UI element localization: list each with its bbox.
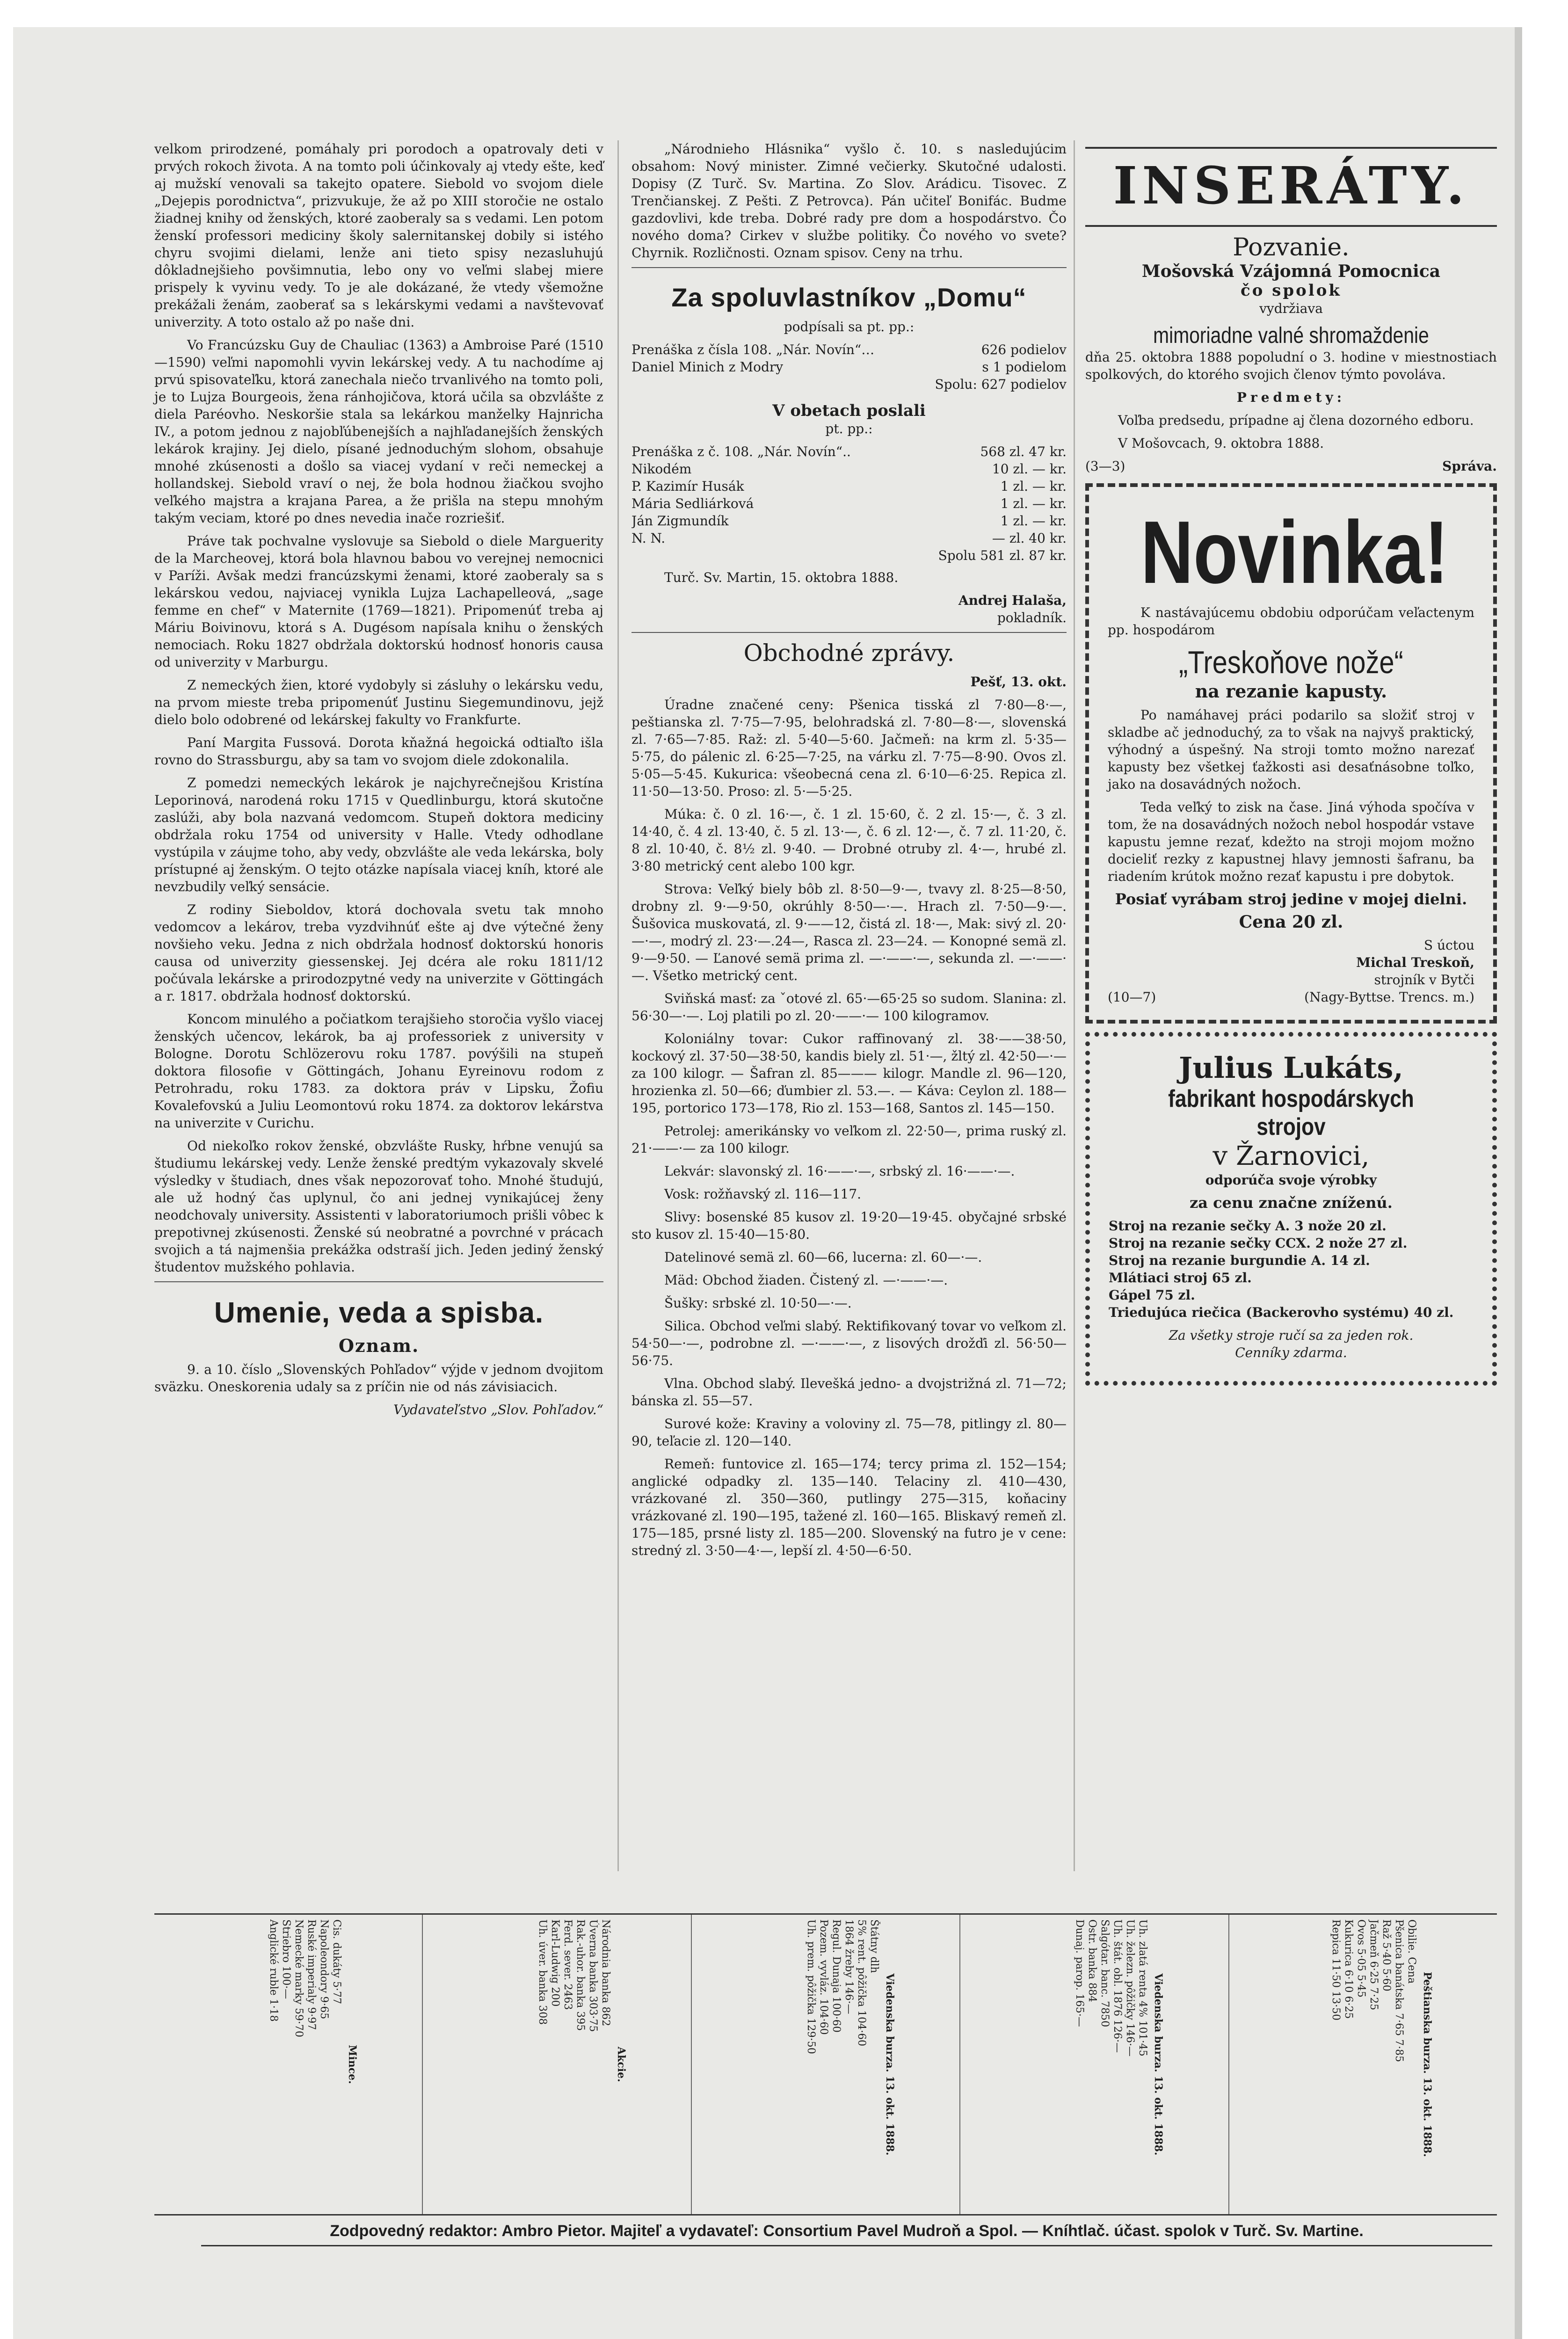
lukats-offer: odporúča svoje výrobky bbox=[1205, 1172, 1377, 1188]
lukats-item: Gápel 75 zl. bbox=[1109, 1287, 1195, 1303]
obetach-name: Mária Sedliárková bbox=[632, 496, 754, 511]
zpravy-paragraph: Mäd: Obchod žiaden. Čistený zl. —·——·—. bbox=[664, 1272, 948, 1288]
novinka-ad bbox=[1085, 483, 1497, 1024]
market-table-row: Uh. štát. obl. 1876 126·— bbox=[1111, 1919, 1124, 2053]
obetach-line bbox=[632, 478, 1067, 495]
obetach-value: 1 zl. — kr. bbox=[1000, 513, 1067, 529]
lukats-item: Stroj na rezanie sečky CCX. 2 nože 27 zl. bbox=[1109, 1235, 1408, 1251]
divider bbox=[154, 1281, 603, 1282]
zpravy-paragraph: Múka: č. 0 zl. 16·—, č. 1 zl. 15·60, č. 2 zl. 15·—, č. 3 zl. 14·40, č. 4 zl. 13·40, č. 5 zl. 13·—, č. 6 zl. 12·—, č. 7 zl. 11·20, č. 8 zl. 10·40, č. 8½ zl. 9·40. — Drobné otruby zl. 4·—, hrubé zl. 3·80 metrický cent alebo 100 kgr. bbox=[632, 806, 1067, 874]
novinka-sign-role: strojník v Bytči bbox=[1374, 972, 1474, 988]
column-1 bbox=[154, 140, 603, 1424]
zpravy-paragraph: Slivy: bosenské 85 kusov zl. 19·20—19·45. obyčajné srbské sto kusov zl. 15·40—15·80. bbox=[632, 1209, 1067, 1242]
pozvanie-signature: Správa. bbox=[1442, 458, 1497, 474]
market-table-title: Akcie. bbox=[615, 2047, 627, 2082]
obetach-line bbox=[632, 512, 1067, 530]
market-table-row: Striebro 100·— bbox=[280, 1919, 292, 1999]
market-table-row: 5% rent. pôžička 104·60 bbox=[856, 1919, 868, 2047]
obetach-value: 1 zl. — kr. bbox=[1000, 496, 1067, 511]
pozvanie-org: Mošovská Vzájomná Pomocnica bbox=[1141, 262, 1441, 281]
market-table-row: Cis. dukáty 5·77 bbox=[331, 1919, 343, 2005]
article-paragraph: Z rodiny Sieboldov, ktorá dochovala svetu tak mnoho vedomcov a lekárov, treba vyzdvihnúť ešte aj dve výtečné ženy novšieho veku. Jedna z nich obdržala hodnosť doktorskú honoris causa od univerzity giessenskej. Jej dcéra ale roku 1811/12 počúvala lekárske a prirodozpytné vedy na univerzite v Göttingách a r. 1817. obdržala hodnosť doktorskú. bbox=[154, 902, 603, 1004]
pozvanie-predmety-text: Voľba predsedu, prípadne aj člena dozorného edboru. bbox=[1118, 413, 1474, 428]
lukats-item: Triedujúca riečica (Backerovho systému) 40 zl. bbox=[1109, 1305, 1454, 1320]
zpravy-paragraph: Koloniálny tovar: Cukor raffinovaný zl. 38·——38·50, kockový zl. 37·50—38·50, kandis biely zl. 51·—, žltý zl. 42·50—·— za 100 kilogr. — Šafran zl. 85——— kilogr. Mandle zl. 96—120, hrozienka zl. 50—66; ďumbier zl. 53.—. — Káva: Ceylon zl. 188—195, portorico 173—178, Rio zl. 153—168, Santos zl. 145—150. bbox=[632, 1031, 1067, 1116]
pozvanie-place: V Mošovcach, 9. oktobra 1888. bbox=[1118, 436, 1324, 451]
market-tables bbox=[154, 1913, 1497, 2216]
market-table-title: Viedenska burza. 13. okt. 1888. bbox=[1152, 1973, 1165, 2156]
obetach-value: Spolu 581 zl. 87 kr. bbox=[938, 548, 1067, 563]
novinka-product: „Treskoňove nože“ bbox=[1179, 645, 1403, 680]
market-table-row: Uh. zlatá renta 4% 101·45 bbox=[1137, 1919, 1149, 2056]
oznam-signature: Vydavateľstvo „Slov. Pohľadov.“ bbox=[393, 1402, 603, 1417]
market-table-row: Dunaj. parop. 165·— bbox=[1074, 1919, 1086, 2027]
market-table bbox=[1229, 1915, 1497, 2214]
obetach-name: Ján Zigmundík bbox=[632, 513, 729, 529]
market-table-row: Repica 11·50 13·50 bbox=[1329, 1919, 1342, 2021]
obetach-name: N. N. bbox=[632, 530, 666, 546]
market-table-row: Ruské imperialy 9·97 bbox=[305, 1919, 318, 2030]
market-table-row: Regul. Dunaja 100·60 bbox=[830, 1919, 842, 2033]
lukats-item: Stroj na rezanie burgundie A. 14 zl. bbox=[1109, 1253, 1370, 1268]
obetach-line bbox=[632, 460, 1067, 478]
zpravy-paragraph: Vlna. Obchod slabý. Ilevešká jedno- a dvojstrižná zl. 71—72; bánska zl. 55—57. bbox=[632, 1376, 1067, 1409]
market-table-row: Uh. prem. pôžička 129·50 bbox=[805, 1919, 817, 2054]
article-paragraph: Paní Margita Fussová. Dorota kňažná hegoická odtiaľto išla rovno do Strassburgu, aby sa tam vo svojom diele zdokonalila. bbox=[154, 735, 603, 768]
pozvanie-code: (3—3) bbox=[1085, 458, 1125, 474]
obetach-line bbox=[632, 530, 1067, 547]
inseraty-masthead: INSERÁTY. bbox=[1113, 155, 1469, 216]
domu-line-name: Prenáška z čísla 108. „Nár. Novín“… bbox=[632, 342, 875, 357]
article-paragraph: Vo Francúzsku Guy de Chauliac (1363) a Ambroise Paré (1510—1590) veľmi napomohli vyvin lekárskej vedy. A tu nachodíme aj prvú spisovateľku, ktorá zanechala niečo trvanlivého na tomto poli, je to Lujza Bourgeois, žena ránhojičova, ktorá učila sa obzvlášte z diela Paréovho. Neskoršie stala sa lekárkou manželky Hajnricha IV., a potom jednou z najobľúbenejších a najhľadanejších ženských lekárok krajiny. Jej dielo, písané jednoduchým slohom, obsahuje mnohé zkúsenosti a došlo sa viacej vydaní v reči nemeckej a hollandskej. Siebold vraví o nej, že bola hodnou žiačkou svojho veľkého majstra a krajana Parea, a že prišla na stepu mnohým takým veciam, ktoré po dnes nevedia inače rozriešiť. bbox=[154, 337, 603, 526]
market-table-title: Peštianska burza. 13. okt. 1888. bbox=[1421, 1972, 1433, 2157]
market-table-row: Nemecké marky 59·70 bbox=[293, 1919, 305, 2038]
domu-subtitle: podpísali sa pt. pp.: bbox=[784, 319, 915, 334]
market-table-row: Uh. železn. pôžičky 146·— bbox=[1124, 1919, 1136, 2057]
obetach-place: Turč. Sv. Martin, 15. oktobra 1888. bbox=[664, 570, 899, 585]
pozvanie-ad bbox=[1085, 233, 1497, 475]
market-table-row: Napoleondory 9·65 bbox=[318, 1919, 330, 2019]
market-table-row: Obilie. Cena bbox=[1405, 1919, 1417, 1984]
column-rule bbox=[1074, 140, 1075, 1871]
novinka-text2: Teda veľký to zisk na čase. Jiná výhoda spočíva v tom, že na dosavádných nožoch nebol hospodár vstave kapustu jemne rezať, kdežto na stroji mojom možno docieliť rezky z kapustnej hlavy jemnosti šafranu, ba riadením krútok možno rezať kapustu i pre dobytok. bbox=[1108, 799, 1474, 884]
market-table-row: Rak.-uhor. banka 395 bbox=[574, 1919, 586, 2031]
market-table-row: Pozem. vyvláz. 104·60 bbox=[818, 1919, 830, 2035]
zpravy-paragraph: Strova: Veľký biely bôb zl. 8·50—9·—, tvavy zl. 8·25—8·50, drobny zl. 9·—9·50, okrúhly 8·50—·—. Hrach zl. 7·50—9·—. Šušovica muskovatá, zl. 9·——12, čistá zl. 18·—, Mak: sivý zl. 20·—·—, modrý zl. 23·—.24—, Rasca zl. 23—24. — Konopné semä zl. 9·—9·50. — Ľanové semä prima zl. —·——·—, sekunda zl. —·——·—. Všetko metrický cent. bbox=[632, 881, 1067, 983]
market-table-row: Raž 5·40 5·60 bbox=[1380, 1919, 1392, 1991]
obetach-line bbox=[632, 495, 1067, 512]
obetach-value: — zl. 40 kr. bbox=[992, 530, 1067, 546]
oznam-title: Oznam. bbox=[338, 1335, 420, 1356]
lukats-role: fabrikant hospodárskych strojov bbox=[1168, 1085, 1414, 1140]
zpravy-paragraph: Remeň: funtovice zl. 165—174; tercy prima zl. 152—154; anglické odpadky zl. 135—140. Telaciny zl. 410—430, vrázkované zl. 350—360, putlingy 275—315, koňaciny vrázkované zl. 190—195, tažené zl. 160—165. Bliskavý remeň zl. 175—185, prsné listy zl. 185—200. Slovenský na futro je v cene: stredný zl. 3·50—4·—, lepší zl. 4·50—6·50. bbox=[632, 1456, 1067, 1558]
zpravy-paragraph: Šušky: srbské zl. 10·50—·—. bbox=[664, 1295, 852, 1311]
pozvanie-predmety: Predmety: bbox=[1236, 390, 1346, 405]
obetach-name: Nikodém bbox=[632, 461, 692, 477]
market-table-row: Kukurica 6·10 6·25 bbox=[1342, 1919, 1354, 2019]
lukats-note: Za všetky stroje ručí sa za jeden rok. bbox=[1169, 1328, 1414, 1343]
market-table-row: Anglické ruble 1·18 bbox=[268, 1919, 280, 2022]
article-paragraph: Z nemeckých žien, ktoré vydobyly si zásluhy o lekársku vedu, na prvom mieste treba pripomenúť Justinu Siegemundinovu, jejž dielo bolo odobrené od lekárskej fakulty vo Frankfurte. bbox=[154, 677, 603, 727]
novinka-send: Posiať vyrábam stroj jedine v mojej dielni. bbox=[1115, 890, 1467, 908]
pozvanie-org2: čo spolok bbox=[1241, 281, 1342, 300]
obetach-name: P. Kazimír Husák bbox=[632, 479, 744, 494]
obetach-title: V obetach poslali bbox=[772, 401, 926, 420]
market-table-row: Ostr. banka 884 bbox=[1086, 1919, 1098, 2003]
obetach-value: 568 zl. 47 kr. bbox=[980, 444, 1067, 459]
domu-line-value: 626 podielov bbox=[981, 342, 1067, 357]
market-table bbox=[960, 1915, 1229, 2214]
market-table bbox=[423, 1915, 691, 2214]
market-table bbox=[692, 1915, 960, 2214]
pozvanie-vydrziava: vydržiava bbox=[1259, 301, 1323, 316]
section-title: Umenie, veda a spisba. bbox=[214, 1297, 544, 1329]
article-paragraph: Koncom minulého a počiatkom terajšieho storočia vyšlo viacej ženských učencov, lekárok, ba aj professoriek z university v Bologne. Dorotu Schlözerovu roku 1787. povýšili na stupeň doktora filosofie v Göttingách, Johanu Eyreinovu rodom z Petrohradu, roku 1783. za doktora práv v Lipsku, Žofiu Kovalefovskú a Juliu Leomontovú roku 1874. za doktorov lekárstva na univerzite v Curichu. bbox=[154, 1011, 603, 1131]
zpravy-place: Pešť, 13. okt. bbox=[970, 674, 1067, 690]
novinka-intro: K nastávajúcemu obdobiu odporúčam veľactenym pp. hospodárom bbox=[1108, 605, 1474, 638]
market-table-row: Národnia banka 862 bbox=[599, 1919, 611, 2027]
market-table-title: Viedenska burza. 13. okt. 1888. bbox=[884, 1973, 896, 2156]
domu-title: Za spoluvlastníkov „Domu“ bbox=[671, 283, 1027, 312]
page-edge bbox=[1515, 27, 1522, 2339]
zpravy-paragraph: Petrolej: amerikánsky vo veľkom zl. 22·50—, prima ruský zl. 21·——·— za 100 kilogr. bbox=[632, 1123, 1067, 1156]
domu-line bbox=[632, 358, 1067, 376]
market-table bbox=[154, 1915, 423, 2214]
article-paragraph: Práve tak pochvalne vyslovuje sa Siebold o diele Marguerity de la Marcheovej, ktorá bola hlavnou babou vo verejnej nemocnici v Paríži. Avšak medzi francúzskymi ženami, ktoré zaoberaly sa s lekárskou vedou, najviacej vynikla Lujza Lachapelleová, „sage femme en chef“ v Maternite (1769—1821). Pripomenúť treba aj Máriu Boivinovu, ktorá s A. Dugésom napísala knihu o ženských nemociach. Roku 1827 obdržala doktorskú hodnosť honoris causa od univerzity v Marburgu. bbox=[154, 533, 603, 670]
obetach-value: 1 zl. — kr. bbox=[1000, 479, 1067, 494]
market-table-row: Štátny dlh bbox=[868, 1919, 880, 1973]
domu-line bbox=[632, 376, 1067, 393]
divider bbox=[632, 632, 1067, 633]
obetach-signature: Andrej Halaša, bbox=[958, 593, 1067, 608]
domu-line-name: Daniel Minich z Modry bbox=[632, 359, 784, 375]
obetach-value: 10 zl. — kr. bbox=[992, 461, 1067, 477]
novinka-code: (10—7) bbox=[1108, 989, 1156, 1005]
imprint-footer: Zodpovedný redaktor: Ambro Pietor. Majiteľ a vydavateľ: Consortium Pavel Mudroň a Spol. — Kníhtlač. účast. spolok v Turč. Sv. Martine. bbox=[201, 2222, 1492, 2246]
obetach-line bbox=[632, 547, 1067, 564]
lukats-item: Stroj na rezanie sečky A. 3 nože 20 zl. bbox=[1109, 1218, 1387, 1234]
lukats-offer2: za cenu značne zníženú. bbox=[1190, 1194, 1393, 1212]
market-table-row: Jačmeň 6·25 7·25 bbox=[1367, 1919, 1379, 2011]
domu-line-value: s 1 podielom bbox=[982, 359, 1067, 375]
lukats-place: v Žarnovici, bbox=[1212, 1141, 1370, 1171]
lukats-item: Mlátiaci stroj 65 zl. bbox=[1109, 1270, 1252, 1286]
lukats-note2: Cenníky zdarma. bbox=[1235, 1345, 1347, 1360]
column-2 bbox=[632, 140, 1067, 1565]
novinka-text: Po namáhavej práci podarilo sa složiť stroj v skladbe ač jednoduchý, za to však na najvyš praktický, výhodný a úspešný. Na stroji tomto možno narezať kapusty bez všetkej ťažkosti asi desaťnásobne toľko, jako na dosavádných nožoch. bbox=[1108, 707, 1474, 792]
novinka-sign-place: (Nagy-Byttse. Trencs. m.) bbox=[1304, 989, 1474, 1005]
market-table-title: Mince. bbox=[346, 2045, 359, 2084]
zpravy-paragraph: Úradne značené ceny: Pšenica tisská zl 7·80—8·—, peštianska zl. 7·75—7·95, belohradská zl. 7·80—8·—, slovenská zl. 7·65—7·85. Raž: zl. 5·40—5·60. Jačmeň: na krm zl. 5·35—5·75, do pálenic zl. 6·25—7·25, na várku zl. 7·75—8·90. Ovos zl. 5·05—5·45. Kukurica: všeobecná cena zl. 6·10—6·25. Repica zl. 11·50—13·50. Proso: zl. 5·—5·25. bbox=[632, 697, 1067, 799]
market-table-row: 1864 žreby 146·— bbox=[843, 1919, 855, 2014]
domu-line-name bbox=[632, 376, 935, 393]
zpravy-paragraph: Vosk: rožňavský zl. 116—117. bbox=[664, 1186, 862, 1202]
column-rule bbox=[617, 140, 619, 1871]
zpravy-title: Obchodné zprávy. bbox=[743, 639, 955, 667]
market-table-row: Pšenica banátska 7·65 7·85 bbox=[1393, 1919, 1405, 2063]
divider bbox=[1085, 225, 1497, 227]
novinka-signature: Michal Treskoň, bbox=[1356, 955, 1474, 970]
zpravy-paragraph: Sviňská masť: za ˇotové zl. 65·—65·25 so sudom. Slanina: zl. 56·30—·—. Loj platili po zl. 20·——·— 100 kilogramov. bbox=[632, 991, 1067, 1024]
obetach-line bbox=[632, 443, 1067, 460]
article-paragraph: velkom prirodzené, pomáhaly pri porodoch a opatrovaly deti v prvých rokoch života. A na tomto poli účinkovaly aj vtedy ešte, keď aj mužskí venovali sa takejto opatere. Siebold vo svojom diele „Dejepis porodnictva“, prizvukuje, že až po XIII storočie ne ostalo žiadnej knihy od ženských, ktoré zaoberaly sa s vedami. Len potom ženskí professori mediciny školy salernitanskej dobily si istého chyru svojimi dielami, lenže ani tieto spisy nezasluhujú dôkladnejšieho povšimnutia, lebo ony vo veľmi slabej miere prispely k vyvinu vedy. To je ale dokázané, že vtedy všemožne prekážali ženám, zaoberať sa s lekárskymi vedami a navštevovať univerzity. A toto ostalo až po naše dni. bbox=[154, 141, 603, 330]
pozvanie-event: mimoriadne valné shromaždenie bbox=[1153, 323, 1429, 348]
novinka-product-sub: na rezanie kapusty. bbox=[1195, 681, 1387, 702]
novinka-price: Cena 20 zl. bbox=[1239, 912, 1343, 932]
hlasnik-notice: „Národnieho Hlásnika“ vyšlo č. 10. s nasledujúcim obsahom: Nový minister. Zimné večierky. Skutočné udalosti. Dopisy (Z Turč. Sv. Martina. Zo Slov. Arádicu. Tisovec. Z Trenčianskej. Z Pešti. Z Petrovca). Pán učiteľ Bonifác. Budme gazdovlivi, kde treba. Dobré rady pre dom a hospodárstvo. Čo nového doma? Cirkev v službe politiky. Čo nového vo svete? Chyrnik. Rozličnosti. Oznam spisov. Ceny na trhu. bbox=[632, 141, 1067, 261]
zpravy-paragraph: Datelinové semä zl. 60—66, lucerna: zl. 60—·—. bbox=[664, 1249, 982, 1265]
domu-line-value: Spolu: 627 podielov bbox=[935, 377, 1067, 392]
market-table-row: Úverna banka 303·75 bbox=[587, 1919, 599, 2032]
article-paragraph: Od niekoľko rokov ženské, obzvlášte Rusky, hŕbne venujú sa študiumu lekárskej vedy. Lenže ženské predtým vykazovaly skvelé výsledky v študiach, dnes však nepozorovať toho. Mnohé študujú, ale už hodný čas uplynul, čo ani jednej vynikajúcej ženy neodchovaly university. Assistenti v laboratoriumoch prišli vôbec k prepotivnej zkúsenosti. Ženské sú neobratné a povrchné v prácach svojich a tá najmenšia prekážka odstraší jich. Jeden jediný ženský študentov mužského pohlavia. bbox=[154, 1138, 603, 1275]
divider bbox=[1085, 147, 1497, 149]
pozvanie-text: dňa 25. oktobra 1888 popoludní o 3. hodine v miestnostiach spolkových, do ktorého svojich členov týmto povoláva. bbox=[1085, 349, 1497, 382]
obetach-role: pokladník. bbox=[997, 610, 1067, 625]
article-paragraph: Z pomedzi nemeckých lekárok je najchyrečnejšou Kristína Leporinová, narodená roku 1715 v Quedlinburgu, ktorá skutočne zaslúži, aby bola nazvaná vedomcom. Stupeň doktora mediciny obdržala roku 1754 od university v Halle. Vtedy odhodlane vystúpila v záujme toho, aby vedy, obzvlášte ale veda lekárska, boly prístupné aj ženským. O tejto otázke napísala viacej kníh, ktoré ale nevzbudily veľký sensácie. bbox=[154, 775, 603, 894]
divider bbox=[632, 267, 1067, 268]
novinka-title: Novinka! bbox=[1140, 503, 1449, 602]
domu-line bbox=[632, 341, 1067, 358]
zpravy-paragraph: Silica. Obchod veľmi slabý. Rektifikovaný tovar vo veľkom zl. 54·50—·—, podrobne zl. —·——·—, z lisových drožďi zl. 56·50—56·75. bbox=[632, 1318, 1067, 1368]
oznam-text: 9. a 10. číslo „Slovenských Pohľadov“ výjde v jednom dvojitom sväzku. Oneskorenia udaly sa z príčin nie od nás závisiacich. bbox=[154, 1362, 603, 1395]
column-3 bbox=[1085, 140, 1497, 1394]
market-table-row: Karl-Ludwig 200 bbox=[549, 1919, 561, 2007]
market-table-row: Salgótar. banc. 7850 bbox=[1099, 1919, 1111, 2027]
novinka-sign-pre: S úctou bbox=[1424, 937, 1474, 953]
obetach-name bbox=[632, 547, 938, 564]
zpravy-paragraph: Lekvár: slavonský zl. 16·——·—, srbský zl. 16·——·—. bbox=[664, 1163, 1015, 1179]
obetach-subtitle: pt. pp.: bbox=[825, 421, 873, 436]
market-table-row: Ferd. sever. 2463 bbox=[561, 1919, 573, 2010]
obetach-name: Prenáška z č. 108. „Nár. Novín“.. bbox=[632, 444, 851, 459]
market-table-row: Ovos 5·05 5·45 bbox=[1355, 1919, 1367, 1998]
lukats-ad bbox=[1085, 1032, 1497, 1386]
lukats-name: Julius Lukáts, bbox=[1178, 1051, 1403, 1085]
market-table-row: Uh. úver. banka 308 bbox=[536, 1919, 548, 2025]
zpravy-paragraph: Surové kože: Kraviny a voloviny zl. 75—78, pitlingy zl. 80—90, teľacie zl. 120—140. bbox=[632, 1416, 1067, 1449]
pozvanie-title: Pozvanie. bbox=[1233, 233, 1350, 262]
